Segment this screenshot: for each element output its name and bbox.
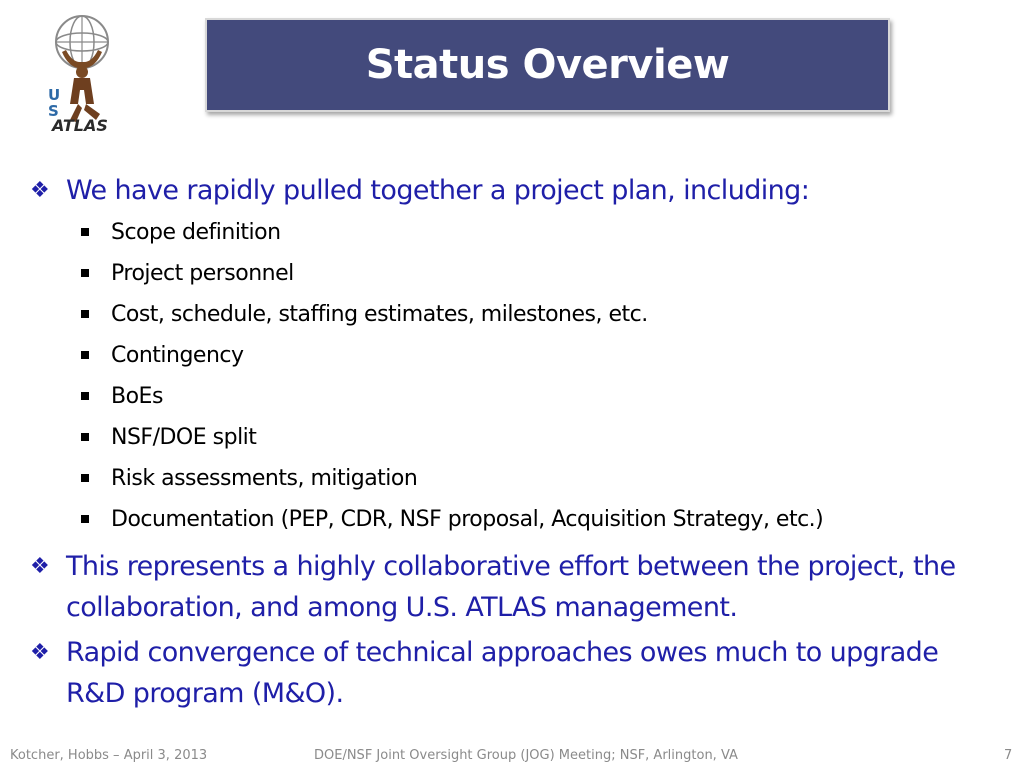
sub-bullet — [28, 335, 998, 376]
logo-letter-s: S — [48, 102, 59, 120]
diamond-bullet-icon: ❖ — [30, 554, 50, 579]
sub-bullet — [28, 253, 998, 294]
logo-atlas-text: ATLAS — [52, 116, 108, 135]
slide-title: Status Overview — [365, 42, 730, 88]
bullet-level1 — [28, 632, 998, 714]
slide-body — [28, 170, 998, 714]
bullet-text: We have rapidly pulled together a project plan, including: — [66, 175, 810, 206]
footer-authors-date: Kotcher, Hobbs – April 3, 2013 — [10, 748, 208, 763]
footer-meeting: DOE/NSF Joint Oversight Group (JOG) Meeting; NSF, Arlington, VA — [314, 748, 738, 763]
diamond-bullet-icon: ❖ — [30, 640, 50, 665]
bullet-text: This represents a highly collaborative effort between the project, the collaboration, and among U.S. ATLAS management. — [66, 551, 956, 623]
sub-bullet — [28, 212, 998, 253]
sub-bullet-text: Documentation (PEP, CDR, NSF proposal, Acquisition Strategy, etc.) — [111, 507, 824, 532]
bullet-text: Rapid convergence of technical approaches owes much to upgrade R&D program (M&O). — [66, 637, 939, 709]
bullet-level1 — [28, 546, 998, 628]
square-bullet-icon — [81, 474, 89, 482]
footer-page-number: 7 — [1004, 748, 1013, 763]
sub-bullet — [28, 294, 998, 335]
sub-bullet-text: Risk assessments, mitigation — [111, 466, 418, 491]
sub-bullet-text: NSF/DOE split — [111, 425, 257, 450]
square-bullet-icon — [81, 310, 89, 318]
logo-letter-u: U — [48, 86, 61, 104]
square-bullet-icon — [81, 228, 89, 236]
sub-bullet-text: Contingency — [111, 343, 244, 368]
sub-bullet-list — [28, 212, 998, 540]
sub-bullet-text: Project personnel — [111, 261, 294, 286]
square-bullet-icon — [81, 433, 89, 441]
sub-bullet — [28, 458, 998, 499]
square-bullet-icon — [81, 392, 89, 400]
diamond-bullet-icon: ❖ — [30, 178, 50, 203]
sub-bullet — [28, 499, 998, 540]
square-bullet-icon — [81, 269, 89, 277]
sub-bullet-text: Cost, schedule, staffing estimates, milestones, etc. — [111, 302, 648, 327]
sub-bullet-text: BoEs — [111, 384, 163, 409]
bullet-level1 — [28, 170, 998, 211]
title-banner — [205, 18, 890, 112]
square-bullet-icon — [81, 351, 89, 359]
sub-bullet — [28, 376, 998, 417]
square-bullet-icon — [81, 515, 89, 523]
sub-bullet-text: Scope definition — [111, 220, 281, 245]
sub-bullet — [28, 417, 998, 458]
